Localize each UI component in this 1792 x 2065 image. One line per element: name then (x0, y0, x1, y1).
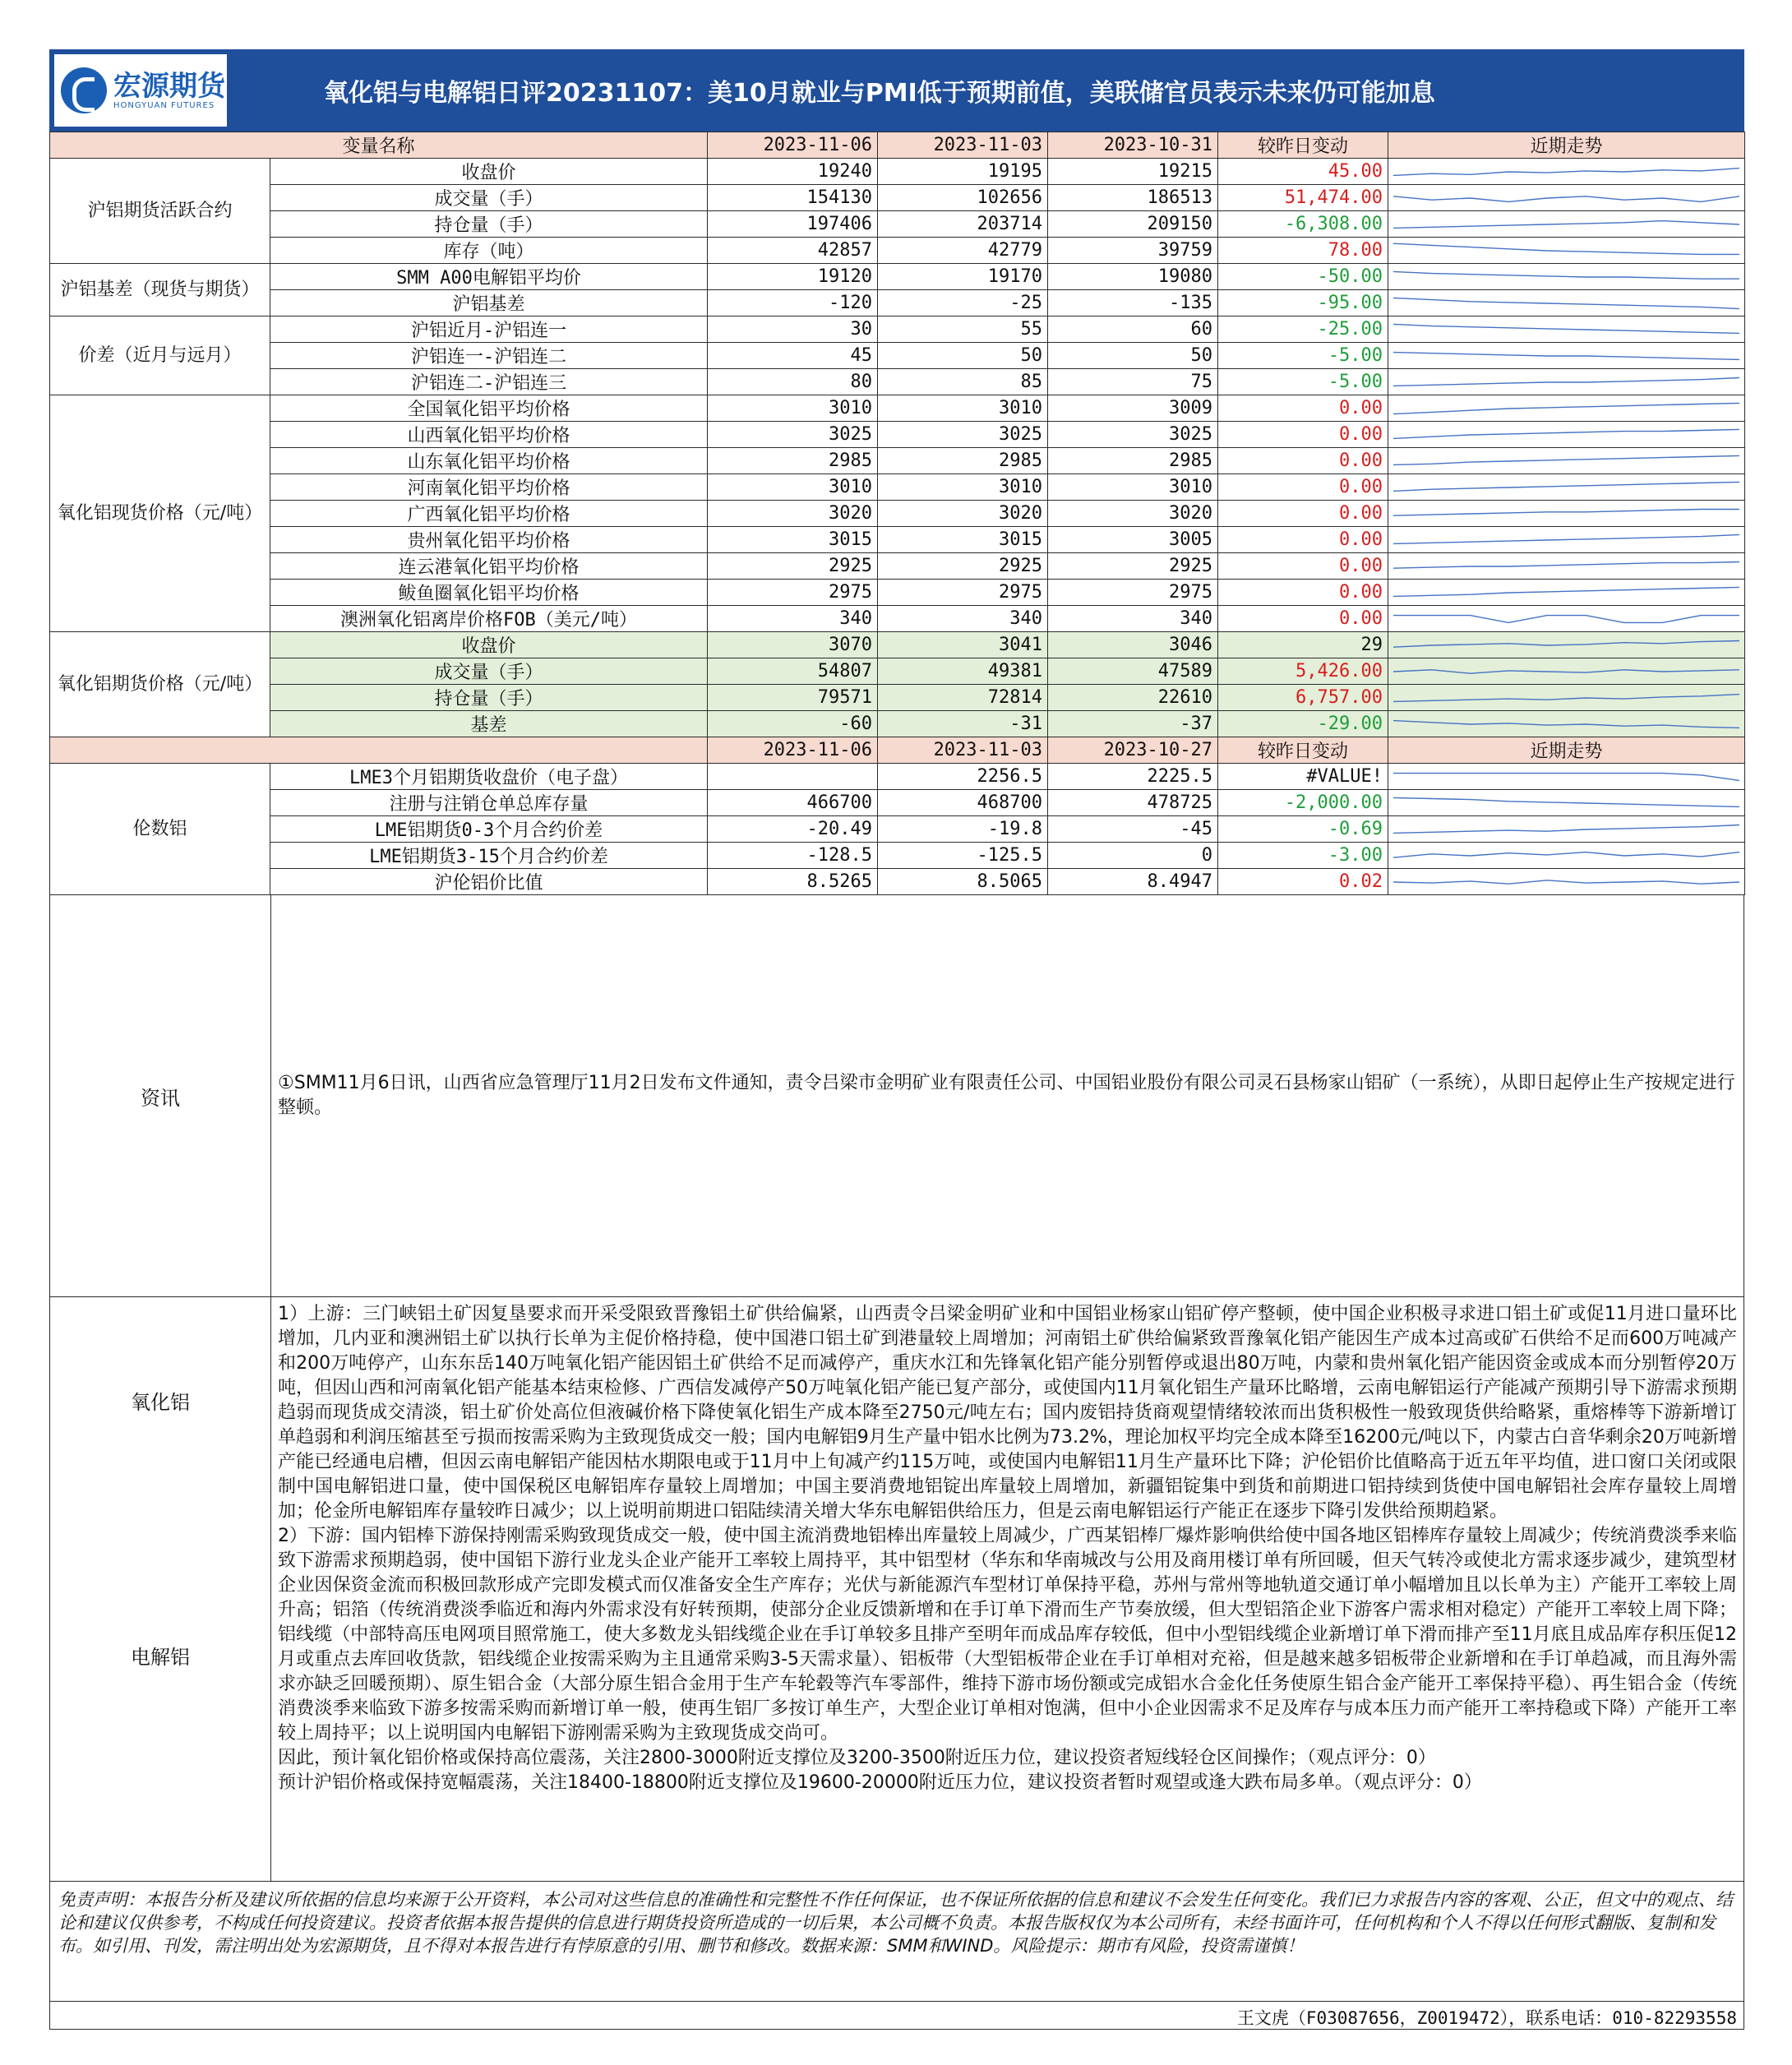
value-date-3: 2925 (1048, 553, 1218, 580)
trend-line (1393, 825, 1739, 833)
daily-change: -5.00 (1218, 369, 1388, 395)
table-row (50, 816, 1745, 843)
trend-line (1393, 243, 1739, 254)
table-row (50, 711, 1745, 737)
trend-sparkline (1393, 503, 1739, 524)
trend-sparkline-cell (1388, 501, 1745, 527)
trend-sparkline (1393, 161, 1739, 182)
report-page (49, 49, 1744, 2030)
trend-line (1393, 352, 1739, 359)
variable-name: 沪铝近月-沪铝连一 (270, 316, 708, 343)
value-date-1: 2925 (708, 553, 878, 580)
trend-sparkline-cell (1388, 790, 1745, 816)
trend-sparkline-cell (1388, 238, 1745, 264)
trend-line (1393, 640, 1739, 647)
table-row (50, 501, 1745, 527)
table-row (50, 343, 1745, 369)
value-date-3: 3046 (1048, 632, 1218, 658)
header-change: 较昨日变动 (1218, 132, 1388, 159)
table-row (50, 422, 1745, 448)
trend-line (1393, 852, 1739, 857)
trend-line (1393, 615, 1739, 622)
analysis-upstream: 1）上游：三门峡铝土矿因复垦要求而开采受限致晋豫铝土矿供给偏紧，山西责令吕梁金明矿业和中国铝业杨家山铝矿停产整顿，使中国企业积极寻求进口铝土矿或促11月进口量环比增加，几内亚和澳洲铝土矿以执行长单为主促价格持稳，使中国港口铝土矿到港量较上周增加；河南铝土矿供给偏紧致晋豫氧化铝产能因生产成本过高或矿石供给不足而600万吨减产和200万吨停产，山东东岳140万吨氧化铝产能因铝土矿供给不足而减停产，重庆水江和先锋氧化铝产能分别暂停或退出80万吨，内蒙和贵州氧化铝产能因资金或成本而分别暂停20万吨，但因山西和河南氧化铝产能基本结束检修、广西信发减停产50万吨氧化铝产能已复产部分，或使国内11月氧化铝生产量环比略增，云南电解铝运行产能减产预期引导下游需求预期趋弱而现货成交清淡，铝土矿价处高位但液碱价格下降使氧化铝生产成本降至2750元/吨左右；国内废铝持货商观望情绪较浓而出货积极性一般致现货供给略紧，重熔棒等下游新增订单趋弱和利润压缩甚至亏损而按需采购为主致现货成交一般；国内电解铝9月生产量中铝水比例为73.2%，理论加权平均完全成本降至16200元/吨以下，内蒙古白音华剩余20万吨新增产能已经通电启槽，但因云南电解铝产能因枯水期限电或于11月中上旬减产约115万吨，或使国内电解铝11月生产量环比下降；沪伦铝价比值略高于近五年平均值，进口窗口关闭或限制中国电解铝进口量，使中国保税区电解铝库存量较上周增加；中国主要消费地铝锭出库量较上周增加，新疆铝锭集中到货和前期进口铝持续到货使中国电解铝社会库存量较上周增加；伦金所电解铝库存量较昨日减少；以上说明前期进口铝陆续清关增大华东电解铝供给压力，但是云南电解铝运行产能正在逐步下降引发供给预期趋紧。 (278, 1304, 1737, 1522)
trend-line (1393, 168, 1739, 175)
table-header-row-2 (50, 737, 1745, 764)
variable-name: 鲅鱼圈氧化铝平均价格 (270, 580, 708, 606)
variable-name: 沪铝连一-沪铝连二 (270, 343, 708, 369)
trend-sparkline (1393, 345, 1739, 367)
group-label: 沪铝基差（现货与期货） (50, 264, 270, 316)
value-date-3: 3020 (1048, 501, 1218, 527)
value-date-1: -60 (708, 711, 878, 737)
report-title: 氧化铝与电解铝日评20231107：美10月就业与PMI低于预期前值，美联储官员表示未来仍可能加息 (324, 79, 1435, 108)
table-header-row (50, 132, 1745, 159)
disclaimer: 免责声明：本报告分析及建议所依据的信息均来源于公开资料，本公司对这些信息的准确性和完整性不作任何保证，也不保证所依据的信息和建议不会发生任何变化。我们已力求报告内容的客观、公正，但文中的观点、结论和建议仅供参考，不构成任何投资建议。投资者依据本报告提供的信息进行期货投资所造成的一切后果，本公司概不负责。本报告版权仅为本公司所有，未经书面许可，任何机构和个人不得以任何形式翻版、复制和发布。如引用、刊发，需注明出处为宏源期货，且不得对本报告进行有悖原意的引用、删节和修改。数据来源：SMM和WIND。风险提示：期市有风险，投资需谨慎！ (49, 1882, 1744, 2002)
daily-change: 6,757.00 (1218, 685, 1388, 711)
value-date-2: 2985 (878, 448, 1048, 474)
trend-line (1393, 694, 1739, 701)
trend-sparkline-cell (1388, 711, 1745, 737)
header-date-1: 2023-11-06 (708, 132, 878, 159)
trend-line (1393, 509, 1739, 515)
trend-line (1393, 271, 1739, 279)
value-date-2: 2975 (878, 580, 1048, 606)
report-header (49, 49, 1744, 132)
trend-sparkline-cell (1388, 580, 1745, 606)
value-date-2: 19195 (878, 159, 1048, 185)
table-row (50, 606, 1745, 632)
value-date-1: 3020 (708, 501, 878, 527)
value-date-2: 50 (878, 343, 1048, 369)
trend-line (1393, 298, 1739, 308)
daily-change: -0.69 (1218, 816, 1388, 843)
trend-sparkline (1393, 319, 1739, 340)
variable-name: 连云港氧化铝平均价格 (270, 553, 708, 580)
analysis-aluminum-view: 预计沪铝价格或保持宽幅震荡，关注18400-18800附近支撑位及19600-20000附近压力位，建议投资者暂时观望或逢大跌布局多单。（观点评分：0） (278, 1772, 1482, 1793)
value-date-1: -120 (708, 290, 878, 316)
value-date-3: -37 (1048, 711, 1218, 737)
logo-cn-text: 宏源期货 (113, 69, 225, 103)
daily-change: 0.00 (1218, 422, 1388, 448)
daily-change: -3.00 (1218, 843, 1388, 869)
variable-name: 贵州氧化铝平均价格 (270, 527, 708, 553)
value-date-2: 3020 (878, 501, 1048, 527)
news-section (49, 895, 1744, 1297)
variable-name: 注册与注销仓单总库存量 (270, 790, 708, 816)
trend-line (1393, 534, 1739, 543)
value-date-2: 49381 (878, 658, 1048, 685)
daily-change: 51,474.00 (1218, 185, 1388, 211)
trend-sparkline (1393, 424, 1739, 446)
value-date-3: 340 (1048, 606, 1218, 632)
table-row (50, 580, 1745, 606)
daily-change: -6,308.00 (1218, 211, 1388, 238)
value-date-1: 3015 (708, 527, 878, 553)
trend-line (1393, 403, 1739, 413)
value-date-1: -20.49 (708, 816, 878, 843)
trend-sparkline-cell (1388, 553, 1745, 580)
daily-change: 45.00 (1218, 159, 1388, 185)
trend-sparkline-cell (1388, 685, 1745, 711)
trend-sparkline (1393, 819, 1739, 840)
value-date-1: 3010 (708, 395, 878, 422)
trend-sparkline (1393, 635, 1739, 656)
value-date-3: -45 (1048, 816, 1218, 843)
value-date-1: 45 (708, 343, 878, 369)
value-date-2: 8.5065 (878, 869, 1048, 895)
daily-change: -50.00 (1218, 264, 1388, 290)
trend-sparkline (1393, 845, 1739, 866)
value-date-2: 2925 (878, 553, 1048, 580)
news-text: ①SMM11月6日讯，山西省应急管理厅11月2日发布文件通知，责令吕梁市金明矿业有限责任公司、中国铝业股份有限公司灵石县杨家山铝矿（一系统），从即日起停止生产按规定进行整顿。 (278, 1073, 1735, 1118)
value-date-3: 2985 (1048, 448, 1218, 474)
value-date-2: 3015 (878, 527, 1048, 553)
table-row (50, 553, 1745, 580)
analyst-contact: 王文虎（F03087656，Z0019472），联系电话：010-82293558 (49, 2002, 1744, 2030)
group-label: 沪铝期货活跃合约 (50, 159, 270, 264)
header-trend: 近期走势 (1388, 737, 1745, 764)
trend-sparkline-cell (1388, 764, 1745, 790)
table-row (50, 790, 1745, 816)
trend-sparkline-cell (1388, 658, 1745, 685)
value-date-2: 3025 (878, 422, 1048, 448)
value-date-2: 468700 (878, 790, 1048, 816)
daily-change: 0.00 (1218, 448, 1388, 474)
value-date-3: 8.4947 (1048, 869, 1218, 895)
trend-sparkline (1393, 240, 1739, 261)
trend-sparkline (1393, 687, 1739, 709)
trend-sparkline-cell (1388, 316, 1745, 343)
trend-line (1393, 669, 1739, 672)
table-row (50, 238, 1745, 264)
value-date-1: -128.5 (708, 843, 878, 869)
variable-name: 沪铝基差 (270, 290, 708, 316)
trend-sparkline (1393, 608, 1739, 630)
header-date-1: 2023-11-06 (708, 737, 878, 764)
value-date-2: 203714 (878, 211, 1048, 238)
value-date-1: 19240 (708, 159, 878, 185)
value-date-3: 3005 (1048, 527, 1218, 553)
daily-change: -29.00 (1218, 711, 1388, 737)
table-row (50, 658, 1745, 685)
daily-change: 0.00 (1218, 501, 1388, 527)
trend-sparkline (1393, 871, 1739, 893)
value-date-2: 19170 (878, 264, 1048, 290)
trend-sparkline-cell (1388, 159, 1745, 185)
trend-sparkline-cell (1388, 343, 1745, 369)
variable-name: 库存（吨） (270, 238, 708, 264)
value-date-1: 79571 (708, 685, 878, 711)
value-date-1: 197406 (708, 211, 878, 238)
value-date-1: 19120 (708, 264, 878, 290)
variable-name: 全国氧化铝平均价格 (270, 395, 708, 422)
logo-en-text: HONGYUAN FUTURES (113, 100, 215, 110)
value-date-3: 19080 (1048, 264, 1218, 290)
daily-change: 5,426.00 (1218, 658, 1388, 685)
value-date-1: 2975 (708, 580, 878, 606)
trend-line (1393, 587, 1739, 596)
trend-sparkline-cell (1388, 448, 1745, 474)
value-date-2: 42779 (878, 238, 1048, 264)
daily-change: #VALUE! (1218, 764, 1388, 790)
trend-line (1393, 720, 1739, 728)
trend-line (1393, 561, 1739, 568)
table-row (50, 395, 1745, 422)
value-date-3: 19215 (1048, 159, 1218, 185)
analysis-section (49, 1297, 1744, 1882)
value-date-3: 3010 (1048, 474, 1218, 501)
table-row (50, 448, 1745, 474)
value-date-3: 2225.5 (1048, 764, 1218, 790)
variable-name: 河南氧化铝平均价格 (270, 474, 708, 501)
value-date-2: 55 (878, 316, 1048, 343)
value-date-2: 102656 (878, 185, 1048, 211)
value-date-2: -31 (878, 711, 1048, 737)
value-date-2: 85 (878, 369, 1048, 395)
trend-line (1393, 324, 1739, 333)
daily-change: 29 (1218, 632, 1388, 658)
trend-sparkline-cell (1388, 211, 1745, 238)
trend-sparkline (1393, 556, 1739, 577)
table-row (50, 316, 1745, 343)
daily-change: 0.00 (1218, 474, 1388, 501)
header-variable-name: 变量名称 (50, 132, 708, 159)
header-date-2: 2023-11-03 (878, 737, 1048, 764)
value-date-2: 2256.5 (878, 764, 1048, 790)
table-row (50, 632, 1745, 658)
table-row (50, 211, 1745, 238)
variable-name: 持仓量（手） (270, 685, 708, 711)
variable-name: 成交量（手） (270, 185, 708, 211)
value-date-3: 478725 (1048, 790, 1218, 816)
trend-sparkline (1393, 661, 1739, 682)
trend-sparkline-cell (1388, 606, 1745, 632)
value-date-2: -19.8 (878, 816, 1048, 843)
trend-sparkline-cell (1388, 816, 1745, 843)
value-date-2: 72814 (878, 685, 1048, 711)
table-row (50, 527, 1745, 553)
variable-name: 收盘价 (270, 632, 708, 658)
value-date-1: 3010 (708, 474, 878, 501)
trend-sparkline-cell (1388, 632, 1745, 658)
trend-line (1393, 220, 1739, 228)
trend-sparkline (1393, 266, 1739, 288)
trend-sparkline (1393, 214, 1739, 235)
header-date-3: 2023-10-31 (1048, 132, 1218, 159)
variable-name: LME铝期货0-3个月合约价差 (270, 816, 708, 843)
value-date-3: 3025 (1048, 422, 1218, 448)
trend-line (1393, 797, 1739, 806)
daily-change: 0.00 (1218, 553, 1388, 580)
company-logo (54, 54, 227, 127)
value-date-3: 60 (1048, 316, 1218, 343)
value-date-1: 54807 (708, 658, 878, 685)
header-change: 较昨日变动 (1218, 737, 1388, 764)
trend-sparkline (1393, 714, 1739, 735)
value-date-1: 80 (708, 369, 878, 395)
trend-sparkline-cell (1388, 843, 1745, 869)
trend-sparkline-cell (1388, 264, 1745, 290)
trend-line (1393, 880, 1739, 883)
header-date-2: 2023-11-03 (878, 132, 1048, 159)
variable-name: 澳洲氧化铝离岸价格FOB（美元/吨） (270, 606, 708, 632)
trend-sparkline (1393, 477, 1739, 498)
trend-sparkline (1393, 293, 1739, 314)
value-date-2: 3010 (878, 395, 1048, 422)
trend-line (1393, 377, 1739, 386)
trend-sparkline-cell (1388, 395, 1745, 422)
variable-name: 基差 (270, 711, 708, 737)
variable-name: 山东氧化铝平均价格 (270, 448, 708, 474)
value-date-3: 39759 (1048, 238, 1218, 264)
variable-name: 山西氧化铝平均价格 (270, 422, 708, 448)
trend-sparkline (1393, 582, 1739, 603)
value-date-3: 209150 (1048, 211, 1218, 238)
variable-name: SMM A00电解铝平均价 (270, 264, 708, 290)
daily-change: -95.00 (1218, 290, 1388, 316)
table-row (50, 185, 1745, 211)
value-date-3: 0 (1048, 843, 1218, 869)
logo-mark-icon (61, 67, 107, 113)
value-date-1: 2985 (708, 448, 878, 474)
table-row (50, 764, 1745, 790)
table-row (50, 685, 1745, 711)
value-date-1: 3070 (708, 632, 878, 658)
trend-sparkline (1393, 450, 1739, 472)
table-row (50, 843, 1745, 869)
value-date-3: 22610 (1048, 685, 1218, 711)
value-date-2: 340 (878, 606, 1048, 632)
trend-sparkline-cell (1388, 474, 1745, 501)
trend-sparkline-cell (1388, 369, 1745, 395)
table-row (50, 369, 1745, 395)
group-label: 价差（近月与远月） (50, 316, 270, 395)
alumina-label: 氧化铝 (131, 1391, 190, 1414)
value-date-3: 3009 (1048, 395, 1218, 422)
trend-line (1393, 455, 1739, 464)
value-date-2: 3010 (878, 474, 1048, 501)
daily-change: -25.00 (1218, 316, 1388, 343)
value-date-3: 47589 (1048, 658, 1218, 685)
header-blank (50, 737, 708, 764)
daily-change: 0.00 (1218, 395, 1388, 422)
electrolytic-label: 电解铝 (131, 1646, 190, 1669)
variable-name: 沪铝连二-沪铝连三 (270, 369, 708, 395)
variable-name: 收盘价 (270, 159, 708, 185)
variable-name: 持仓量（手） (270, 211, 708, 238)
trend-line (1393, 773, 1739, 780)
value-date-2: 3041 (878, 632, 1048, 658)
table-row (50, 290, 1745, 316)
value-date-1: 154130 (708, 185, 878, 211)
trend-sparkline (1393, 529, 1739, 551)
value-date-1: 3025 (708, 422, 878, 448)
table-row (50, 264, 1745, 290)
trend-sparkline-cell (1388, 185, 1745, 211)
trend-sparkline (1393, 398, 1739, 419)
market-data-table (49, 132, 1745, 895)
variable-name: LME铝期货3-15个月合约价差 (270, 843, 708, 869)
value-date-3: 2975 (1048, 580, 1218, 606)
trend-sparkline-cell (1388, 290, 1745, 316)
header-trend: 近期走势 (1388, 132, 1745, 159)
trend-sparkline (1393, 792, 1739, 814)
trend-sparkline (1393, 187, 1739, 209)
value-date-3: -135 (1048, 290, 1218, 316)
value-date-1: 30 (708, 316, 878, 343)
value-date-3: 75 (1048, 369, 1218, 395)
table-row (50, 159, 1745, 185)
value-date-2: -25 (878, 290, 1048, 316)
variable-name: LME3个月铝期货收盘价（电子盘） (270, 764, 708, 790)
daily-change: 0.00 (1218, 606, 1388, 632)
trend-line (1393, 196, 1739, 201)
value-date-1 (708, 764, 878, 790)
trend-sparkline (1393, 766, 1739, 788)
daily-change: 0.00 (1218, 527, 1388, 553)
daily-change: 78.00 (1218, 238, 1388, 264)
table-row (50, 869, 1745, 895)
value-date-1: 340 (708, 606, 878, 632)
variable-name: 成交量（手） (270, 658, 708, 685)
value-date-3: 50 (1048, 343, 1218, 369)
trend-sparkline-cell (1388, 869, 1745, 895)
daily-change: -2,000.00 (1218, 790, 1388, 816)
trend-sparkline-cell (1388, 527, 1745, 553)
daily-change: 0.02 (1218, 869, 1388, 895)
header-date-3: 2023-10-27 (1048, 737, 1218, 764)
value-date-2: -125.5 (878, 843, 1048, 869)
value-date-3: 186513 (1048, 185, 1218, 211)
analysis-alumina-view: 因此，预计氧化铝价格或保持高位震荡，关注2800-3000附近支撑位及3200-3500附近压力位，建议投资者短线轻仓区间操作；（观点评分：0） (278, 1748, 1436, 1768)
trend-line (1393, 429, 1739, 438)
table-row (50, 474, 1745, 501)
trend-line (1393, 482, 1739, 491)
variable-name: 沪伦铝价比值 (270, 869, 708, 895)
group-label: 氧化铝期货价格（元/吨） (50, 632, 270, 737)
daily-change: -5.00 (1218, 343, 1388, 369)
trend-sparkline (1393, 372, 1739, 393)
news-label: 资讯 (50, 895, 271, 1296)
value-date-1: 8.5265 (708, 869, 878, 895)
value-date-1: 42857 (708, 238, 878, 264)
group-label: 氧化铝现货价格（元/吨） (50, 395, 270, 632)
group-label: 伦数铝 (50, 764, 270, 895)
value-date-1: 466700 (708, 790, 878, 816)
analysis-downstream: 2）下游：国内铝棒下游保持刚需采购致现货成交一般，使中国主流消费地铝棒出库量较上周减少，广西某铝棒厂爆炸影响供给使中国各地区铝棒库存量较上周减少；传统消费淡季来临致下游需求预期趋弱，使中国铝下游行业龙头企业产能开工率较上周持平，其中铝型材（华东和华南城改与公用及商用楼订单有所回暖，但天气转冷或使北方需求逐步减少，建筑型材企业因保资金流而积极回款形成产完即发模式而仅准备安全生产库存；光伏与新能源汽车型材订单保持平稳，苏州与常州等地轨道交通订单小幅增加且以长单为主）产能开工率较上周升高；铝箔（传统消费淡季临近和海内外需求没有好转预期，使部分企业反馈新增和在手订单下滑而生产节奏放缓，但大型铝箔企业下游客户需求相对稳定）产能开工率较上周下降；铝线缆（中部特高压电网项目照常施工，使大多数龙头铝线缆企业在手订单较多且排产至明年而成品库存较低，但中小型铝线缆企业新增订单下滑而排产至11月底且成品库存积压促12月或重点去库回收货款，铝线缆企业按需采购为主且通常采购3-5天需求量）、铝板带（大型铝板带企业在手订单相对充裕，但是越来越多铝板带企业新增和在手订单趋减，而且海外需求亦缺乏回暖预期）、原生铝合金（大部分原生铝合金用于生产车轮毂等汽车零部件，维持下游市场份额或完成铝水合金化任务使原生铝合金产能开工率保持平稳）、再生铝合金（传统消费淡季来临致下游多按需采购而新增订单一般，使再生铝厂多按订单生产，大型企业订单相对饱满，但中小企业因需求不足及库存与成本压力而产能开工率持稳或下降）产能开工率较上周持平；以上说明国内电解铝下游刚需采购为主致现货成交尚可。 (278, 1526, 1737, 1744)
trend-sparkline-cell (1388, 422, 1745, 448)
variable-name: 广西氧化铝平均价格 (270, 501, 708, 527)
daily-change: 0.00 (1218, 580, 1388, 606)
